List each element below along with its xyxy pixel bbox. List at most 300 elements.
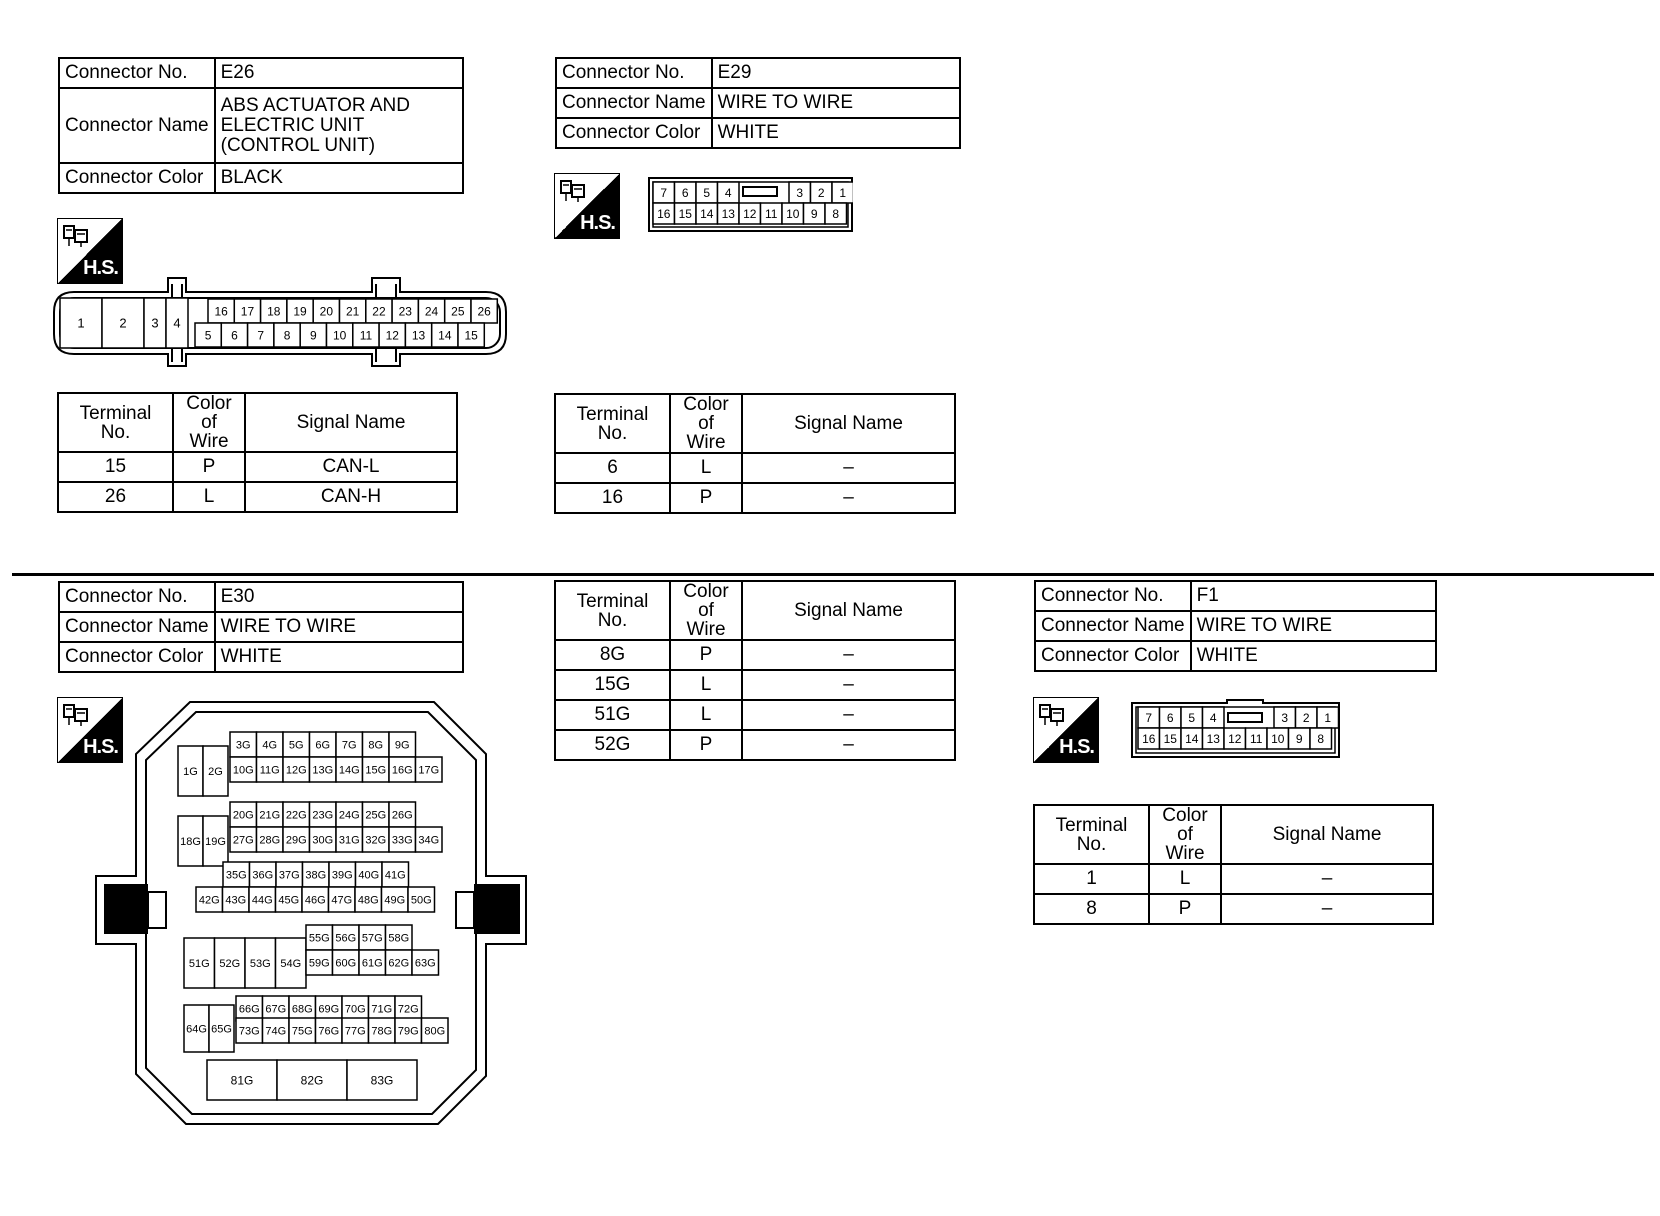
terminal-pin <box>196 887 223 912</box>
e26-name-line: (CONTROL UNIT) <box>220 134 376 156</box>
terminal-pin <box>825 203 847 224</box>
wire-color-cell: L <box>670 670 742 700</box>
e30-no-value: E30 <box>215 582 463 612</box>
pin-label: 32G <box>365 834 387 847</box>
pin-label: 53G <box>249 957 271 970</box>
pin-label: 60G <box>335 957 357 970</box>
e26-no-label: Connector No. <box>59 58 215 88</box>
pin-label: 14 <box>438 328 452 343</box>
pin-label: 12 <box>743 206 757 221</box>
pin-label: 81G <box>230 1073 254 1088</box>
terminal-no-header: Terminal No. <box>555 394 670 453</box>
wire-color-cell: L <box>670 700 742 730</box>
pin-label: 79G <box>397 1025 419 1038</box>
pin-label: 51G <box>188 957 210 970</box>
pin-label: 71G <box>371 1003 393 1016</box>
pin-label: 36G <box>252 869 274 882</box>
terminal-pin <box>471 299 497 323</box>
terminal-pin <box>184 1005 209 1052</box>
pin-label: 10G <box>232 764 254 777</box>
wire-label: Wire <box>1165 843 1205 864</box>
signal-name-header: Signal Name <box>742 581 955 640</box>
terminal-pin <box>1203 728 1225 749</box>
signal-name-cell: – <box>742 453 955 483</box>
color-of-wire-header <box>670 394 742 453</box>
pin-label: 14 <box>700 206 714 221</box>
terminal-pin <box>329 862 356 887</box>
terminal-pin <box>761 203 783 224</box>
pin-label: 2 <box>119 315 127 331</box>
terminal-pin <box>1289 728 1311 749</box>
pin-label: 40G <box>358 869 380 882</box>
pin-label: 6 <box>681 185 689 200</box>
pin-label: 12G <box>285 764 307 777</box>
pin-label: 5 <box>204 328 212 343</box>
terminal-pin <box>184 938 215 988</box>
pin-label: 13 <box>411 328 426 343</box>
terminal-pin <box>223 862 250 887</box>
terminal-no-cell: 16 <box>555 483 670 513</box>
pin-label: 24 <box>424 304 439 319</box>
pin-label: 2G <box>208 765 223 778</box>
pin-label: 59G <box>308 957 330 970</box>
terminal-pin <box>333 950 360 975</box>
e26-color-label: Connector Color <box>59 163 215 193</box>
harness-side-icon <box>1039 703 1067 727</box>
hs-icon <box>1033 697 1099 763</box>
e30-right-latch <box>474 884 520 934</box>
terminal-pin <box>230 802 257 827</box>
pin-label: 19G <box>205 835 226 848</box>
terminal-pin <box>249 887 276 912</box>
e29-key-slot <box>743 187 777 196</box>
terminal-pin <box>310 827 337 852</box>
terminal-pin <box>408 887 435 912</box>
terminal-pin <box>386 950 413 975</box>
terminal-no-cell: 52G <box>555 730 670 760</box>
terminal-pin <box>1274 707 1296 728</box>
f1-key-slot <box>1228 713 1262 722</box>
pin-label: 2 <box>817 185 825 200</box>
f1-connector-face <box>1131 699 1341 759</box>
table-row <box>1034 864 1433 894</box>
pin-label: 78G <box>371 1025 393 1038</box>
wire-label: Wire <box>686 619 726 640</box>
signal-name-cell: CAN-H <box>245 482 457 512</box>
terminal-pin <box>718 182 740 203</box>
pin-label: 11 <box>1250 731 1263 746</box>
terminal-pin <box>102 298 144 348</box>
terminal-pin <box>236 1018 263 1043</box>
terminal-pin <box>310 757 337 782</box>
terminal-pin <box>789 182 811 203</box>
pin-label: 16 <box>657 206 671 221</box>
e29-info-table <box>555 57 961 149</box>
signal-name-header: Signal Name <box>1221 805 1433 864</box>
hs-label: H.S. <box>83 736 118 758</box>
pin-label: 27G <box>232 834 254 847</box>
color-of-wire-header <box>1149 805 1221 864</box>
terminal-pin <box>382 887 409 912</box>
terminal-no-header: Terminal No. <box>1034 805 1149 864</box>
terminal-no-cell: 15 <box>58 452 173 482</box>
terminal-pin <box>257 757 284 782</box>
pin-label: 23 <box>398 304 412 319</box>
pin-label: 3 <box>1281 710 1289 725</box>
terminal-pin <box>333 925 360 950</box>
pin-label: 54G <box>280 957 302 970</box>
pin-label: 38G <box>305 869 327 882</box>
pin-label: 43G <box>225 894 247 907</box>
terminal-pin <box>718 203 740 224</box>
terminal-pin <box>336 802 363 827</box>
pin-label: 65G <box>211 1023 232 1036</box>
pin-label: 4G <box>262 739 278 752</box>
terminal-pin <box>416 827 443 852</box>
terminal-pin <box>1181 707 1203 728</box>
color-of-label: Color of <box>683 581 729 621</box>
signal-name-cell: – <box>742 483 955 513</box>
terminal-pin <box>1160 707 1182 728</box>
terminal-pin <box>389 732 416 757</box>
wire-color-cell: P <box>670 730 742 760</box>
terminal-pin <box>379 323 405 347</box>
terminal-pin <box>355 887 382 912</box>
terminal-pin <box>336 732 363 757</box>
terminal-pin <box>329 887 356 912</box>
pin-label: 3G <box>235 739 251 752</box>
f1-color-value: WHITE <box>1191 641 1436 671</box>
wire-color-cell: P <box>1149 894 1221 924</box>
e30-name-value: WIRE TO WIRE <box>215 612 463 642</box>
color-of-wire-header <box>670 581 742 640</box>
pin-label: 22 <box>372 304 386 319</box>
pin-label: 76G <box>318 1025 340 1038</box>
pin-label: 16 <box>1142 731 1156 746</box>
pin-label: 18 <box>267 304 281 319</box>
terminal-pin <box>1160 728 1182 749</box>
pin-label: 25G <box>365 809 387 822</box>
e30-no-label: Connector No. <box>59 582 215 612</box>
wire-label: Wire <box>686 432 726 453</box>
pin-label: 21 <box>345 304 360 319</box>
signal-name-header: Signal Name <box>245 393 457 452</box>
pin-label: 49G <box>384 894 406 907</box>
pin-label: 26 <box>477 304 491 319</box>
pin-label: 6 <box>1166 710 1174 725</box>
terminal-pin <box>369 1018 396 1043</box>
terminal-pin <box>416 757 443 782</box>
terminal-pin <box>782 203 804 224</box>
terminal-pin <box>359 925 386 950</box>
pin-label: 19 <box>293 304 307 319</box>
e26-name-label: Connector Name <box>59 88 215 163</box>
e30-terminal-table <box>554 580 956 761</box>
pin-label: 28G <box>259 834 281 847</box>
pin-label: 5 <box>1188 710 1196 725</box>
pin-label: 5G <box>288 739 304 752</box>
terminal-pin <box>356 862 383 887</box>
pin-label: 8 <box>1317 731 1325 746</box>
terminal-pin <box>389 827 416 852</box>
pin-label: 25 <box>451 304 465 319</box>
pin-label: 34G <box>418 834 440 847</box>
terminal-pin <box>340 299 366 323</box>
terminal-pin <box>392 299 418 323</box>
e29-terminal-table <box>554 393 956 514</box>
terminal-pin <box>300 323 326 347</box>
terminal-pin <box>389 757 416 782</box>
table-row <box>555 730 955 760</box>
pin-label: 11 <box>765 206 778 221</box>
color-of-label: Color of <box>1162 805 1208 845</box>
wire-color-cell: P <box>173 452 245 482</box>
pin-label: 48G <box>357 894 379 907</box>
pin-label: 13G <box>312 764 334 777</box>
wire-color-cell: L <box>173 482 245 512</box>
terminal-pin <box>313 299 339 323</box>
terminal-pin <box>221 323 247 347</box>
hs-label: H.S. <box>83 257 118 279</box>
terminal-pin <box>363 827 390 852</box>
pin-label: 44G <box>251 894 273 907</box>
pin-label: 4 <box>724 185 732 200</box>
harness-side-icon <box>63 703 91 727</box>
table-row <box>58 452 457 482</box>
pin-label: 61G <box>361 957 383 970</box>
terminal-pin <box>283 732 310 757</box>
terminal-pin <box>230 732 257 757</box>
pin-label: 57G <box>361 932 383 945</box>
terminal-pin <box>458 323 484 347</box>
terminal-pin <box>366 299 392 323</box>
pin-label: 9 <box>810 206 818 221</box>
signal-name-header: Signal Name <box>742 394 955 453</box>
terminal-pin <box>257 802 284 827</box>
pin-label: 17 <box>240 304 255 319</box>
signal-name-cell: – <box>742 730 955 760</box>
pin-label: 17G <box>418 764 440 777</box>
pin-label: 20 <box>319 304 334 319</box>
color-of-label: Color of <box>186 393 232 433</box>
hs-label: H.S. <box>580 212 615 234</box>
pin-label: 4 <box>173 315 181 331</box>
terminal-no-cell: 8 <box>1034 894 1149 924</box>
terminal-pin <box>245 938 276 988</box>
terminal-pin <box>178 816 203 866</box>
terminal-no-cell: 8G <box>555 640 670 670</box>
signal-name-cell: – <box>742 700 955 730</box>
terminal-pin <box>287 299 313 323</box>
terminal-pin <box>310 732 337 757</box>
signal-name-cell: – <box>742 640 955 670</box>
pin-label: 50G <box>410 894 432 907</box>
terminal-pin <box>804 203 826 224</box>
terminal-pin <box>1317 707 1339 728</box>
pin-label: 1 <box>77 315 85 331</box>
terminal-pin <box>257 827 284 852</box>
e26-connector-face <box>50 274 512 370</box>
terminal-pin <box>276 938 307 988</box>
terminal-pin <box>60 298 102 348</box>
terminal-pin <box>675 203 697 224</box>
pin-label: 11G <box>259 764 280 777</box>
terminal-pin <box>739 203 761 224</box>
terminal-pin <box>234 299 260 323</box>
terminal-pin <box>289 1018 316 1043</box>
section-divider <box>12 573 1654 576</box>
terminal-pin <box>306 950 333 975</box>
terminal-no-cell: 26 <box>58 482 173 512</box>
terminal-no-header: Terminal No. <box>58 393 173 452</box>
terminal-pin <box>276 862 303 887</box>
pin-label: 3 <box>796 185 804 200</box>
terminal-no-cell: 6 <box>555 453 670 483</box>
pin-label: 83G <box>370 1073 394 1088</box>
wire-color-cell: L <box>1149 864 1221 894</box>
terminal-pin <box>250 862 277 887</box>
pin-label: 18G <box>180 835 201 848</box>
color-of-label: Color of <box>683 394 729 434</box>
terminal-no-cell: 15G <box>555 670 670 700</box>
terminal-pin <box>1138 728 1160 749</box>
e30-color-label: Connector Color <box>59 642 215 672</box>
pin-label: 70G <box>344 1003 366 1016</box>
pin-label: 26G <box>391 809 413 822</box>
terminal-pin <box>178 746 203 796</box>
terminal-pin <box>215 938 246 988</box>
pin-label: 75G <box>291 1025 313 1038</box>
terminal-pin <box>274 323 300 347</box>
pin-label: 67G <box>265 1003 287 1016</box>
table-row <box>555 453 955 483</box>
terminal-pin <box>195 323 221 347</box>
pin-label: 5 <box>703 185 711 200</box>
e26-name-line: ABS ACTUATOR AND <box>220 94 410 116</box>
e29-name-label: Connector Name <box>556 88 712 118</box>
terminal-pin <box>832 182 853 203</box>
terminal-pin <box>347 1060 417 1100</box>
terminal-pin <box>306 925 333 950</box>
pin-label: 3 <box>151 315 159 331</box>
terminal-pin <box>382 862 409 887</box>
table-row <box>1034 894 1433 924</box>
terminal-no-cell: 51G <box>555 700 670 730</box>
color-of-wire-header <box>173 393 245 452</box>
terminal-pin <box>261 299 287 323</box>
pin-label: 12 <box>385 328 399 343</box>
table-row <box>58 482 457 512</box>
hs-icon <box>554 173 620 239</box>
pin-label: 29G <box>285 834 307 847</box>
terminal-pin <box>283 802 310 827</box>
f1-terminal-table <box>1033 804 1434 925</box>
pin-label: 47G <box>331 894 353 907</box>
pin-label: 12 <box>1228 731 1242 746</box>
terminal-pin <box>353 323 379 347</box>
wire-color-cell: P <box>670 640 742 670</box>
pin-label: 73G <box>238 1025 260 1038</box>
pin-label: 62G <box>388 957 410 970</box>
table-row <box>555 670 955 700</box>
terminal-pin <box>363 802 390 827</box>
pin-label: 30G <box>312 834 334 847</box>
pin-label: 15G <box>365 764 387 777</box>
signal-name-cell: – <box>1221 894 1433 924</box>
e30-info-table <box>58 581 464 673</box>
e26-color-value: BLACK <box>215 163 463 193</box>
terminal-pin <box>263 1018 290 1043</box>
pin-label: 6 <box>231 328 238 343</box>
terminal-pin <box>276 887 303 912</box>
pin-label: 7 <box>257 328 265 343</box>
terminal-pin <box>283 757 310 782</box>
terminal-pin <box>418 299 444 323</box>
terminal-pin <box>1203 707 1225 728</box>
pin-label: 45G <box>278 894 300 907</box>
terminal-pin <box>363 732 390 757</box>
table-row <box>555 700 955 730</box>
e29-no-label: Connector No. <box>556 58 712 88</box>
e30-connector-face <box>92 698 532 1128</box>
e30-left-latch <box>104 884 148 934</box>
pin-label: 35G <box>225 869 247 882</box>
pin-label: 22G <box>285 809 307 822</box>
terminal-pin <box>1138 707 1160 728</box>
terminal-pin <box>653 203 675 224</box>
pin-label: 74G <box>265 1025 287 1038</box>
pin-label: 37G <box>278 869 300 882</box>
terminal-pin <box>230 827 257 852</box>
terminal-pin <box>386 925 413 950</box>
f1-info-table <box>1034 580 1437 672</box>
terminal-pin <box>363 757 390 782</box>
pin-label: 7 <box>660 185 668 200</box>
wire-color-cell: L <box>670 453 742 483</box>
e29-no-value: E29 <box>712 58 960 88</box>
pin-label: 20G <box>232 809 254 822</box>
pin-label: 1G <box>183 765 198 778</box>
terminal-pin <box>1224 728 1246 749</box>
pin-label: 66G <box>238 1003 260 1016</box>
terminal-pin <box>207 1060 277 1100</box>
pin-label: 4 <box>1209 710 1217 725</box>
terminal-pin <box>1267 728 1289 749</box>
pin-label: 11 <box>359 328 373 343</box>
pin-label: 14 <box>1185 731 1199 746</box>
terminal-pin <box>342 1018 369 1043</box>
pin-label: 68G <box>291 1003 313 1016</box>
e26-name-line: ELECTRIC UNIT <box>220 114 365 136</box>
pin-label: 10 <box>332 328 347 343</box>
pin-label: 16G <box>391 764 413 777</box>
pin-label: 39G <box>331 869 353 882</box>
pin-label: 10 <box>786 206 800 221</box>
terminal-pin <box>257 732 284 757</box>
terminal-pin <box>696 203 718 224</box>
e30-color-value: WHITE <box>215 642 463 672</box>
e26-info-table <box>58 57 464 194</box>
terminal-pin <box>1246 728 1268 749</box>
table-row <box>555 483 955 513</box>
terminal-pin <box>283 827 310 852</box>
pin-label: 42G <box>198 894 220 907</box>
terminal-pin <box>1181 728 1203 749</box>
e29-color-label: Connector Color <box>556 118 712 148</box>
harness-side-icon <box>63 224 91 248</box>
f1-no-label: Connector No. <box>1035 581 1191 611</box>
pin-label: 8 <box>832 206 840 221</box>
